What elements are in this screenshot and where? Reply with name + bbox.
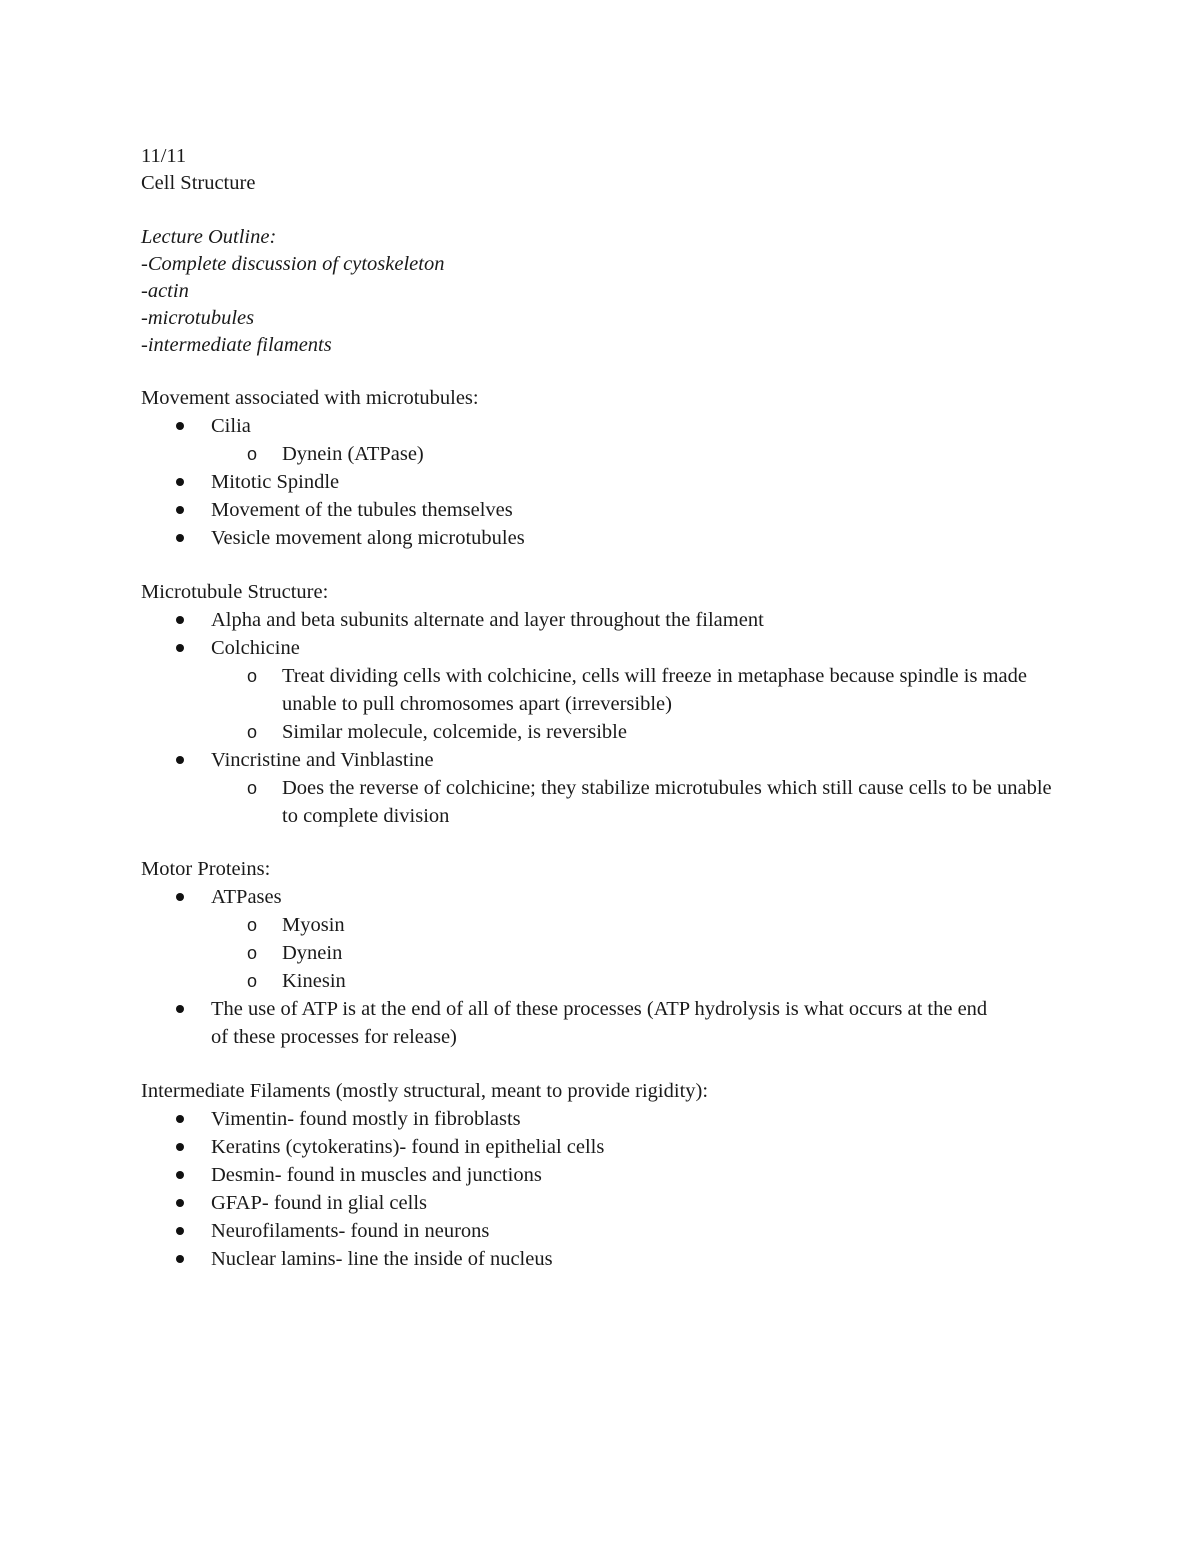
- list-item-text: Nuclear lamins- line the inside of nucleus: [211, 1247, 553, 1270]
- bullet-icon: [176, 1143, 184, 1151]
- list-item-text: Neurofilaments- found in neurons: [211, 1219, 490, 1242]
- list-item: [141, 412, 1101, 468]
- list-item-text: Cilia: [211, 415, 251, 437]
- bullet-icon: [176, 893, 184, 901]
- intermediate-heading: Intermediate Filaments (mostly structural, meant to provide rigidity):: [141, 1079, 709, 1102]
- circle-bullet-icon: o: [247, 721, 258, 742]
- outline-item: -Complete discussion of cytoskeleton: [141, 252, 445, 275]
- list-item-text: Alpha and beta subunits alternate and layer throughout the filament: [211, 608, 764, 631]
- sub-list-item: [211, 718, 1101, 746]
- date-line: 11/11: [141, 145, 187, 167]
- sub-list-item: [211, 967, 1101, 995]
- circle-bullet-icon: o: [247, 943, 258, 963]
- list-item-text: Movement of the tubules themselves: [211, 499, 513, 521]
- list-item: [141, 606, 1101, 634]
- sub-list-item: [211, 911, 1101, 939]
- outline-item: -actin: [141, 279, 189, 302]
- list-item: [141, 496, 1101, 524]
- list-item-text: Desmin- found in muscles and junctions: [211, 1163, 542, 1186]
- bullet-icon: [176, 422, 184, 430]
- circle-bullet-icon: o: [247, 915, 258, 935]
- list-item-text: Vesicle movement along microtubules: [211, 527, 525, 549]
- bullet-icon: [176, 1227, 184, 1235]
- spacer: [141, 552, 1101, 579]
- bullet-icon: [176, 1171, 184, 1179]
- outline-item: -intermediate filaments: [141, 333, 332, 356]
- movement-list: [141, 412, 1101, 552]
- list-item: [141, 1217, 1101, 1245]
- list-item: [141, 1105, 1101, 1133]
- sub-list-item: [211, 939, 1101, 967]
- list-item-text: Vimentin- found mostly in fibroblasts: [211, 1107, 521, 1130]
- spacer: [141, 197, 1101, 224]
- list-item-text: GFAP- found in glial cells: [211, 1191, 427, 1214]
- sub-list: [211, 662, 1101, 746]
- list-item: [141, 1189, 1101, 1217]
- spacer: [141, 359, 1101, 386]
- list-item: [141, 634, 1101, 746]
- sub-list: [211, 774, 1101, 830]
- sub-list-item-text: Kinesin: [282, 970, 346, 992]
- circle-bullet-icon: o: [247, 444, 258, 464]
- structure-list: [141, 606, 1101, 830]
- list-item: [141, 883, 1101, 995]
- list-item: [141, 1245, 1101, 1273]
- outline-item: -microtubules: [141, 306, 255, 329]
- sub-list-item-text: Treat dividing cells with colchicine, cells will freeze in metaphase because spindle is made unable to pull chromosomes apart (irreversible): [282, 664, 1027, 715]
- circle-bullet-icon: o: [247, 777, 258, 798]
- motor-heading: Motor Proteins:: [141, 858, 271, 880]
- bullet-icon: [176, 1255, 184, 1263]
- bullet-icon: [176, 616, 184, 624]
- list-item: [141, 1161, 1101, 1189]
- structure-heading: Microtubule Structure:: [141, 580, 329, 603]
- sub-list-item-text: Similar molecule, colcemide, is reversible: [282, 720, 627, 743]
- movement-heading: Movement associated with microtubules:: [141, 387, 479, 409]
- bullet-icon: [176, 1005, 184, 1013]
- bullet-icon: [176, 506, 184, 514]
- list-item: [141, 995, 1101, 1051]
- list-item-text: Colchicine: [211, 636, 300, 659]
- bullet-icon: [176, 644, 184, 652]
- circle-bullet-icon: o: [247, 665, 258, 686]
- list-item: [141, 1133, 1101, 1161]
- bullet-icon: [176, 478, 184, 486]
- outline-heading: Lecture Outline:: [141, 225, 277, 248]
- bullet-icon: [176, 534, 184, 542]
- sub-list-item-text: Does the reverse of colchicine; they stabilize microtubules which still cause cells to be unable to complete division: [282, 776, 1052, 827]
- intermediate-list: [141, 1105, 1101, 1273]
- sub-list-item: [211, 774, 1101, 830]
- sub-list-item: [211, 440, 1101, 468]
- list-item-text: Mitotic Spindle: [211, 471, 340, 493]
- circle-bullet-icon: o: [247, 971, 258, 991]
- document-title: Cell Structure: [141, 172, 256, 194]
- list-item-text: Keratins (cytokeratins)- found in epithelial cells: [211, 1135, 605, 1158]
- list-item-text: The use of ATP is at the end of all of these processes (ATP hydrolysis is what occurs at the end of these processes for release): [211, 998, 988, 1048]
- spacer: [141, 830, 1101, 857]
- bullet-icon: [176, 1199, 184, 1207]
- sub-list-item-text: Dynein: [282, 942, 343, 964]
- list-item: [141, 468, 1101, 496]
- sub-list-item-text: Myosin: [282, 914, 345, 936]
- motor-list: [141, 883, 1101, 1051]
- bullet-icon: [176, 1115, 184, 1123]
- list-item: [141, 746, 1101, 830]
- list-item: [141, 524, 1101, 552]
- sub-list: [211, 440, 1101, 468]
- document-body: [141, 143, 1101, 1273]
- list-item-text: ATPases: [211, 886, 282, 908]
- sub-list-item: [211, 662, 1101, 718]
- list-item-text: Vincristine and Vinblastine: [211, 748, 434, 771]
- sub-list: [211, 911, 1101, 995]
- spacer: [141, 1051, 1101, 1078]
- bullet-icon: [176, 756, 184, 764]
- sub-list-item-text: Dynein (ATPase): [282, 443, 424, 465]
